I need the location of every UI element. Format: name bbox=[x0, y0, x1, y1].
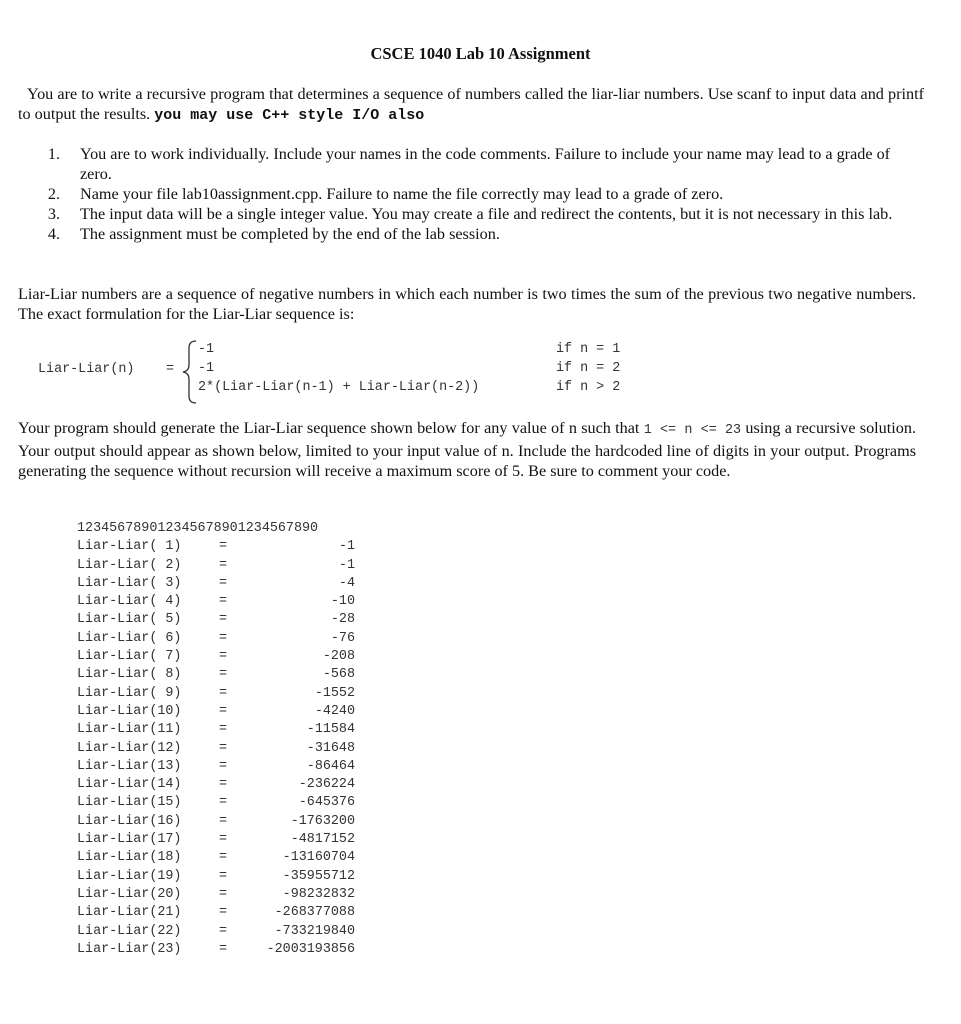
liar-description: Liar-Liar numbers are a sequence of negative numbers in which each number is two times the sum of the previous two negative numbers. The exact formulation for the Liar-Liar sequence is: bbox=[18, 285, 916, 323]
output-rows bbox=[77, 538, 397, 959]
output-row-label: Liar-Liar(14) bbox=[77, 777, 182, 793]
output-row-value: -733219840 bbox=[274, 923, 355, 939]
instruction-text: You are to work individually. Include your names in the code comments. Failure to include your name may lead to a grade of zero. bbox=[80, 145, 891, 183]
output-row bbox=[77, 703, 397, 721]
intro-text-body: You are to write a recursive program that determines a sequence of numbers called the liar-liar numbers. Use scanf to input data and printf to output the results. bbox=[18, 85, 924, 123]
output-row-value: -4 bbox=[338, 575, 355, 591]
output-row-value: -568 bbox=[322, 667, 355, 683]
instruction-item bbox=[40, 144, 910, 184]
formula-case-3-cond: if n > 2 bbox=[556, 380, 621, 395]
range-expression: 1 <= n <= 23 bbox=[643, 423, 742, 438]
output-row-label: Liar-Liar(10) bbox=[77, 703, 182, 719]
output-row bbox=[77, 868, 397, 886]
output-row-label: Liar-Liar( 4) bbox=[77, 594, 182, 610]
output-row-value: -76 bbox=[330, 630, 355, 646]
output-row-label: Liar-Liar(11) bbox=[77, 722, 182, 738]
output-row-label: Liar-Liar(18) bbox=[77, 850, 182, 866]
output-row bbox=[77, 648, 397, 666]
output-row-value: -86464 bbox=[306, 758, 355, 774]
output-row-value: -2003193856 bbox=[266, 941, 355, 957]
output-row bbox=[77, 849, 397, 867]
output-row-equals: = bbox=[219, 575, 228, 591]
output-row-equals: = bbox=[219, 758, 228, 774]
output-row-equals: = bbox=[219, 813, 228, 829]
output-row-value: -1763200 bbox=[290, 813, 355, 829]
output-row-equals: = bbox=[219, 777, 228, 793]
output-row-label: Liar-Liar( 2) bbox=[77, 557, 182, 573]
formula-case-2-expr: -1 bbox=[198, 361, 215, 376]
instruction-item bbox=[40, 204, 910, 224]
output-row-equals: = bbox=[219, 539, 228, 555]
instruction-text: The input data will be a single integer value. You may create a file and redirect the contents, but it is not necessary in this lab. bbox=[80, 205, 893, 223]
output-row bbox=[77, 886, 397, 904]
output-row-label: Liar-Liar(23) bbox=[77, 941, 182, 957]
output-row-equals: = bbox=[219, 795, 228, 811]
output-row-value: -645376 bbox=[298, 795, 355, 811]
output-row bbox=[77, 813, 397, 831]
instruction-item bbox=[40, 184, 910, 204]
liar-formula bbox=[38, 342, 658, 402]
formula-case-3-expr: 2*(Liar-Liar(n-1) + Liar-Liar(n-2)) bbox=[198, 380, 480, 395]
output-row-value: -28 bbox=[330, 612, 355, 628]
output-row-label: Liar-Liar(17) bbox=[77, 832, 182, 848]
formula-lhs: Liar-Liar(n) bbox=[38, 362, 135, 377]
output-row bbox=[77, 630, 397, 648]
instruction-list bbox=[40, 144, 910, 244]
program-requirements bbox=[18, 418, 916, 481]
instruction-item bbox=[40, 224, 910, 244]
output-row-label: Liar-Liar(13) bbox=[77, 758, 182, 774]
output-row bbox=[77, 666, 397, 684]
output-row-value: -268377088 bbox=[274, 905, 355, 921]
io-note: you may use C++ style I/O also bbox=[154, 107, 425, 124]
output-row bbox=[77, 740, 397, 758]
program-text-1: Your program should generate the Liar-Liar sequence shown below for any value of n such that bbox=[18, 419, 640, 437]
output-row-equals: = bbox=[219, 905, 228, 921]
output-row-value: -10 bbox=[330, 594, 355, 610]
output-row-equals: = bbox=[219, 612, 228, 628]
output-row-value: -4817152 bbox=[290, 832, 355, 848]
output-row-label: Liar-Liar( 6) bbox=[77, 630, 182, 646]
output-row-label: Liar-Liar(12) bbox=[77, 740, 182, 756]
output-row bbox=[77, 923, 397, 941]
output-row-label: Liar-Liar( 9) bbox=[77, 685, 182, 701]
output-row-value: -1552 bbox=[314, 685, 355, 701]
output-row-equals: = bbox=[219, 557, 228, 573]
output-row-equals: = bbox=[219, 594, 228, 610]
output-row bbox=[77, 904, 397, 922]
output-row-label: Liar-Liar(21) bbox=[77, 905, 182, 921]
digit-ruler: 123456789012345678901234567890 bbox=[77, 521, 319, 536]
output-row-equals: = bbox=[219, 923, 228, 939]
output-row bbox=[77, 941, 397, 959]
output-row-value: -13160704 bbox=[282, 850, 355, 866]
formula-equals: = bbox=[166, 362, 175, 377]
output-row bbox=[77, 685, 397, 703]
instruction-number: 1. bbox=[47, 145, 60, 163]
output-row-equals: = bbox=[219, 722, 228, 738]
output-row bbox=[77, 593, 397, 611]
output-row-equals: = bbox=[219, 886, 228, 902]
output-row-value: -236224 bbox=[298, 777, 355, 793]
sample-output bbox=[77, 520, 397, 959]
output-row-label: Liar-Liar(20) bbox=[77, 886, 182, 902]
intro-text bbox=[18, 84, 924, 126]
output-row-label: Liar-Liar( 1) bbox=[77, 539, 182, 555]
instruction-text: Name your file lab10assignment.cpp. Failure to name the file correctly may lead to a grade of zero. bbox=[80, 185, 724, 203]
output-row-equals: = bbox=[219, 740, 228, 756]
program-text-2: using a recursive solution. Your output should appear as shown below, limited to your input value of n. Include the hardcoded line of digits in your output. Programs generating the sequence without recursion will receive a maximum score of 5. Be sure to comment your code. bbox=[18, 419, 916, 480]
instruction-number: 4. bbox=[47, 225, 60, 243]
output-row bbox=[77, 758, 397, 776]
output-row-equals: = bbox=[219, 685, 228, 701]
output-row bbox=[77, 776, 397, 794]
output-row-equals: = bbox=[219, 832, 228, 848]
output-row-label: Liar-Liar( 5) bbox=[77, 612, 182, 628]
output-row-label: Liar-Liar( 3) bbox=[77, 575, 182, 591]
instruction-text: The assignment must be completed by the end of the lab session. bbox=[80, 225, 500, 243]
output-row-equals: = bbox=[219, 868, 228, 884]
output-row bbox=[77, 721, 397, 739]
output-row bbox=[77, 557, 397, 575]
output-row-label: Liar-Liar(16) bbox=[77, 813, 182, 829]
output-row-equals: = bbox=[219, 850, 228, 866]
output-row-label: Liar-Liar(19) bbox=[77, 868, 182, 884]
formula-case-1-cond: if n = 1 bbox=[556, 342, 621, 357]
output-row-label: Liar-Liar( 7) bbox=[77, 649, 182, 665]
output-row-value: -35955712 bbox=[282, 868, 355, 884]
instruction-number: 2. bbox=[47, 185, 60, 203]
output-row-value: -1 bbox=[338, 557, 355, 573]
output-row-label: Liar-Liar(15) bbox=[77, 795, 182, 811]
output-row-value: -11584 bbox=[306, 722, 355, 738]
intro-paragraph bbox=[18, 84, 924, 126]
output-row-value: -1 bbox=[338, 539, 355, 555]
output-row-equals: = bbox=[219, 630, 228, 646]
output-row bbox=[77, 611, 397, 629]
output-row-equals: = bbox=[219, 941, 228, 957]
output-row-label: Liar-Liar( 8) bbox=[77, 667, 182, 683]
page-title: CSCE 1040 Lab 10 Assignment bbox=[370, 44, 591, 63]
output-row bbox=[77, 538, 397, 556]
output-row-value: -208 bbox=[322, 649, 355, 665]
output-row-value: -98232832 bbox=[282, 886, 355, 902]
output-row-value: -4240 bbox=[314, 703, 355, 719]
instruction-number: 3. bbox=[47, 205, 60, 223]
formula-case-2-cond: if n = 2 bbox=[556, 361, 621, 376]
output-row bbox=[77, 794, 397, 812]
output-row-value: -31648 bbox=[306, 740, 355, 756]
output-row bbox=[77, 831, 397, 849]
output-row bbox=[77, 575, 397, 593]
output-row-label: Liar-Liar(22) bbox=[77, 923, 182, 939]
output-row-equals: = bbox=[219, 649, 228, 665]
output-row-equals: = bbox=[219, 667, 228, 683]
formula-case-1-expr: -1 bbox=[198, 342, 215, 357]
output-row-equals: = bbox=[219, 703, 228, 719]
